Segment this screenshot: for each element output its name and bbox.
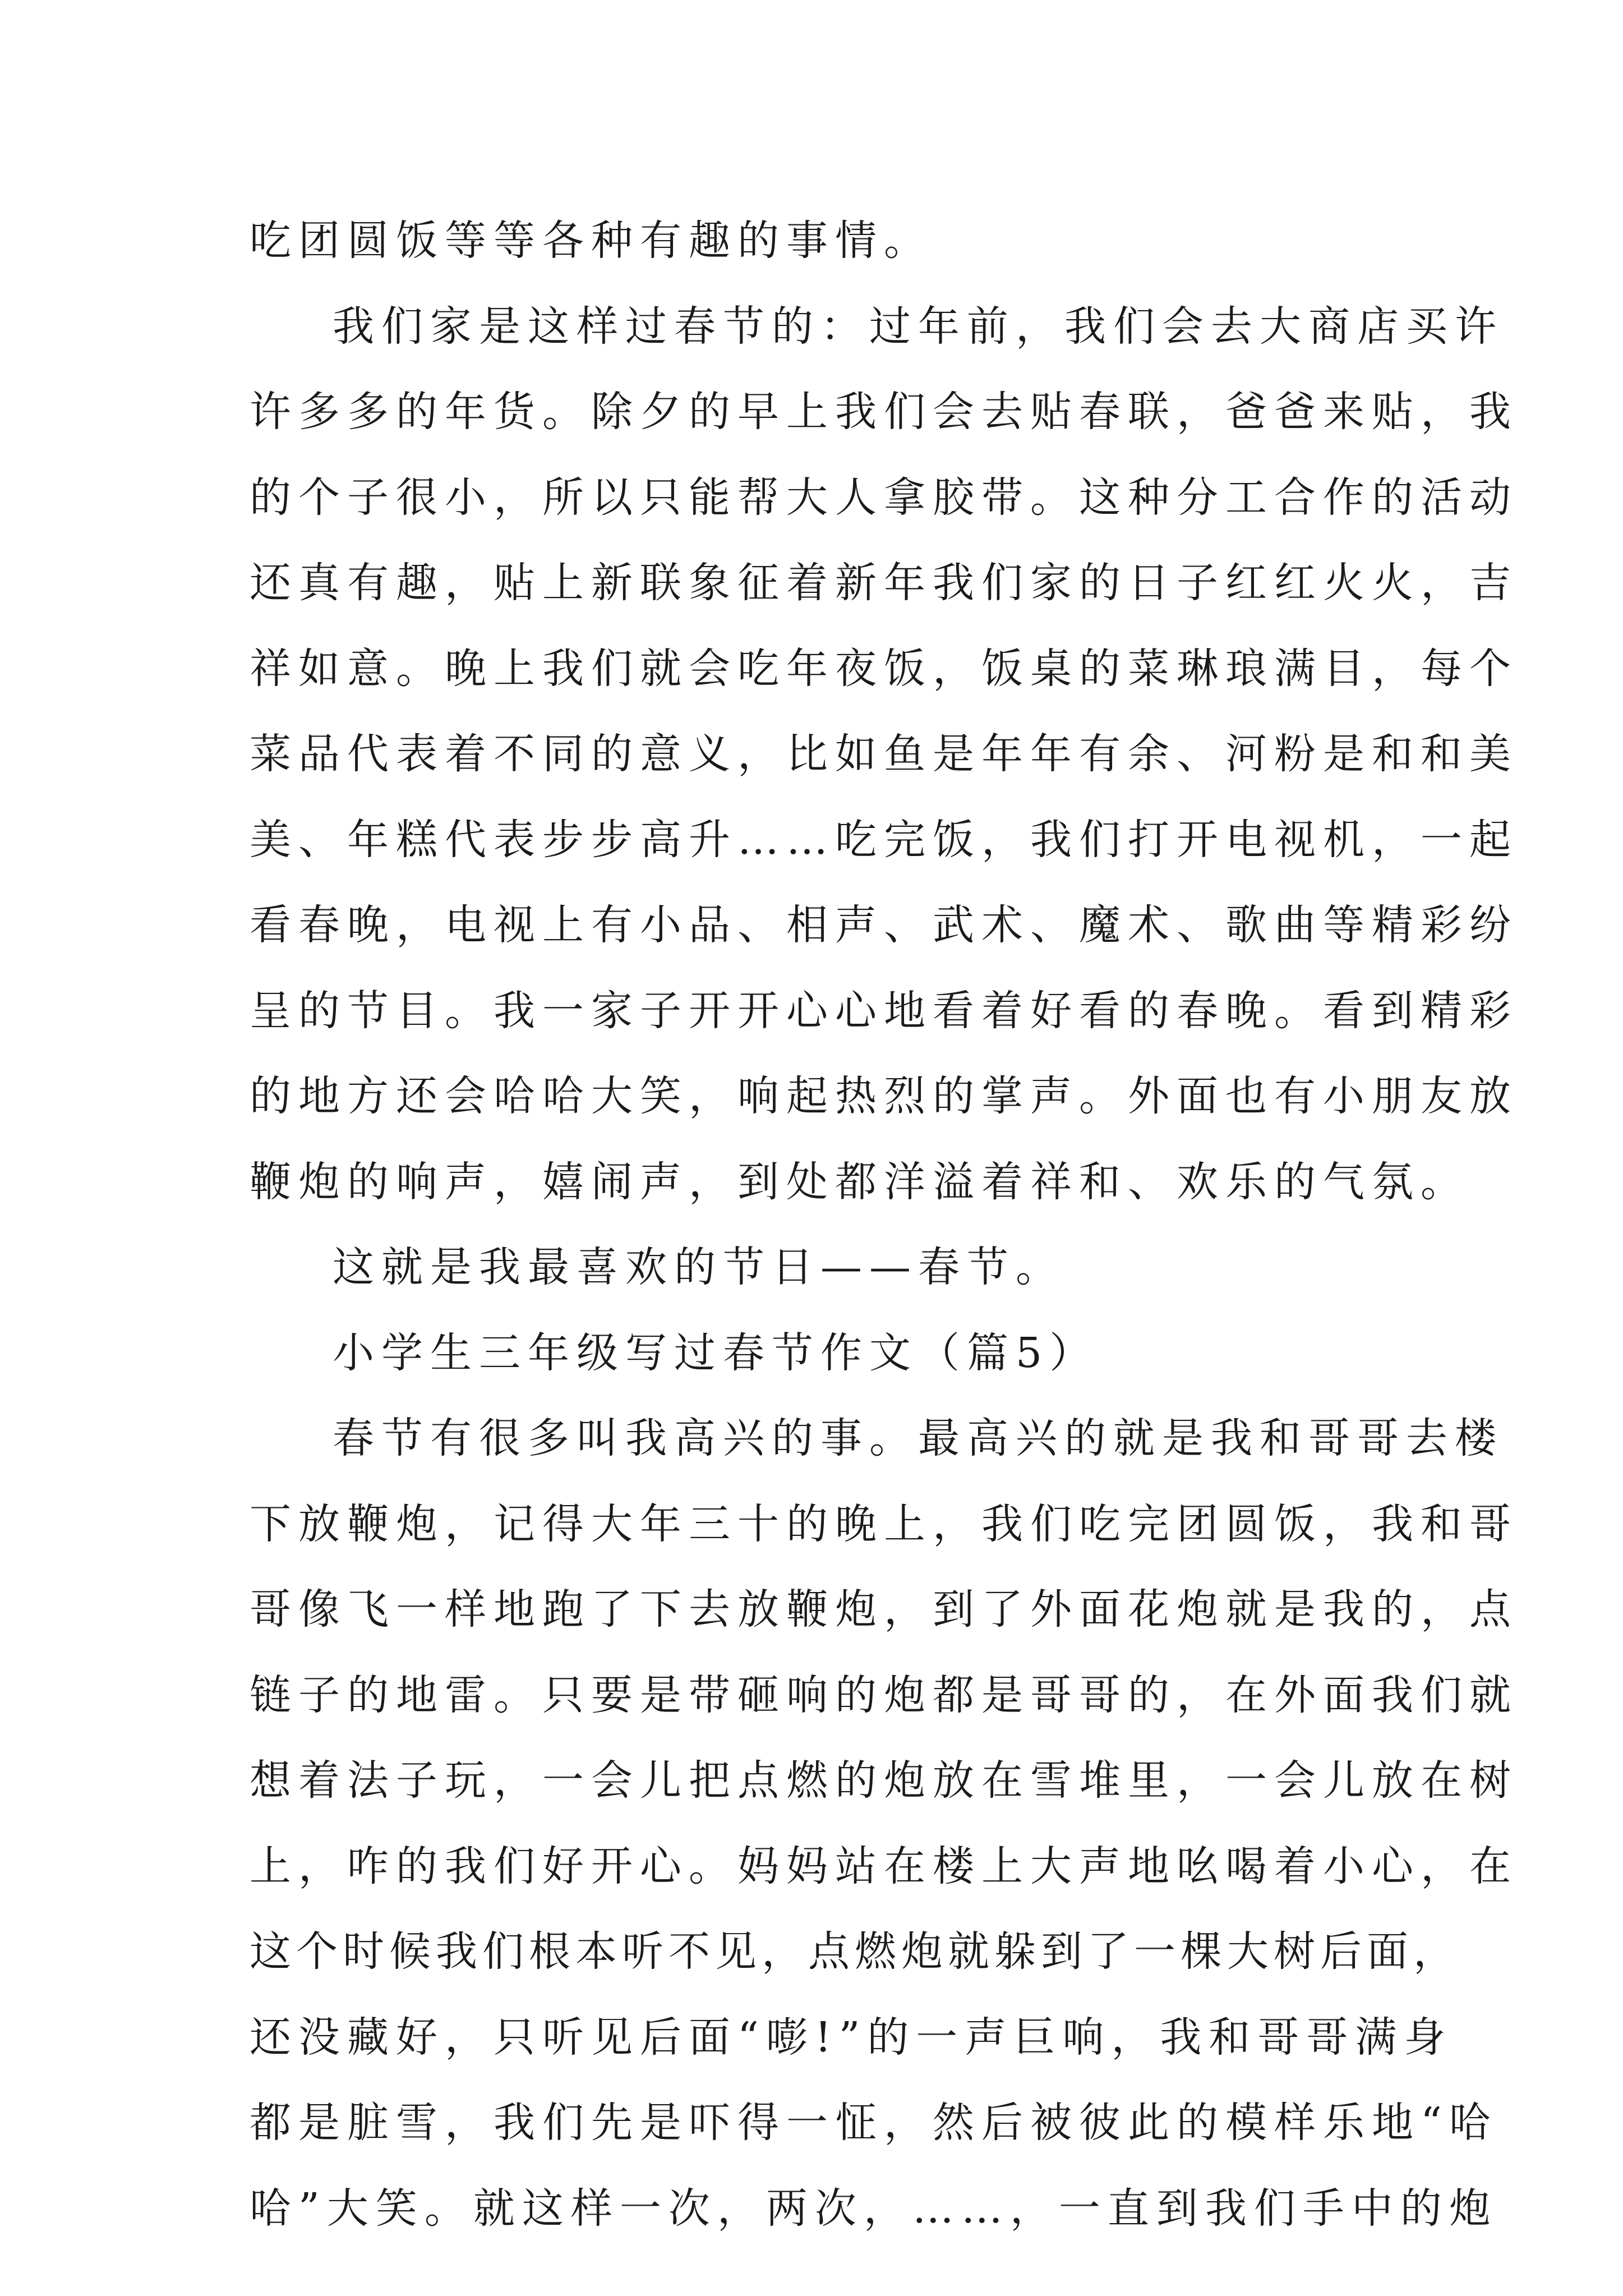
text-line: 看春晚，电视上有小品、相声、武术、魔术、歌曲等精彩纷 <box>250 901 1518 949</box>
text-line: 美、年糕代表步步高升……吃完饭，我们打开电视机，一起 <box>250 815 1518 864</box>
text-line: 哈”大笑。就这样一次，两次，……，一直到我们手中的炮 <box>250 2184 1498 2233</box>
text-line: 哥像飞一样地跑了下去放鞭炮，到了外面花炮就是我的，点 <box>250 1585 1518 1634</box>
paragraph-start-line: 我们家是这样过春节的：过年前，我们会去大商店买许 <box>333 302 1504 351</box>
text-line: 这个时候我们根本听不见，点燃炮就躲到了一棵大树后面， <box>250 1927 1460 1976</box>
text-line: 菜品代表着不同的意义，比如鱼是年年有余、河粉是和和美 <box>250 730 1518 778</box>
text-line: 祥如意。晚上我们就会吃年夜饭，饭桌的菜琳琅满目，每个 <box>250 644 1518 693</box>
text-line: 还真有趣，贴上新联象征着新年我们家的日子红红火火，吉 <box>250 559 1518 607</box>
text-line: 鞭炮的响声，嬉闹声，到处都洋溢着祥和、欢乐的气氛。 <box>250 1157 1469 1206</box>
section-heading: 小学生三年级写过春节作文（篇5） <box>333 1328 1099 1377</box>
text-line: 还没藏好，只听见后面“嘭!”的一声巨响，我和哥哥满身 <box>250 2013 1453 2062</box>
text-line: 许多多的年货。除夕的早上我们会去贴春联，爸爸来贴，我 <box>250 388 1518 436</box>
text-line: 的个子很小，所以只能帮大人拿胶带。这种分工合作的活动 <box>250 473 1518 522</box>
paragraph-start-line: 春节有很多叫我高兴的事。最高兴的就是我和哥哥去楼 <box>333 1414 1504 1462</box>
text-line: 上，咋的我们好开心。妈妈站在楼上大声地吆喝着小心，在 <box>250 1842 1518 1890</box>
text-line: 呈的节目。我一家子开开心心地看着好看的春晚。看到精彩 <box>250 986 1518 1035</box>
essay-text-block <box>250 198 1518 2251</box>
text-line: 吃团圆饭等等各种有趣的事情。 <box>250 217 933 265</box>
paragraph-start-line: 这就是我最喜欢的节日——春节。 <box>333 1243 1064 1291</box>
text-line: 的地方还会哈哈大笑，响起热烈的掌声。外面也有小朋友放 <box>250 1072 1518 1120</box>
text-line: 链子的地雷。只要是带砸响的炮都是哥哥的，在外面我们就 <box>250 1671 1518 1719</box>
text-line: 下放鞭炮，记得大年三十的晚上，我们吃完团圆饭，我和哥 <box>250 1499 1518 1548</box>
text-line: 都是脏雪，我们先是吓得一怔，然后被彼此的模样乐地“哈 <box>250 2099 1498 2147</box>
text-line: 想着法子玩，一会儿把点燃的炮放在雪堆里，一会儿放在树 <box>250 1756 1518 1805</box>
